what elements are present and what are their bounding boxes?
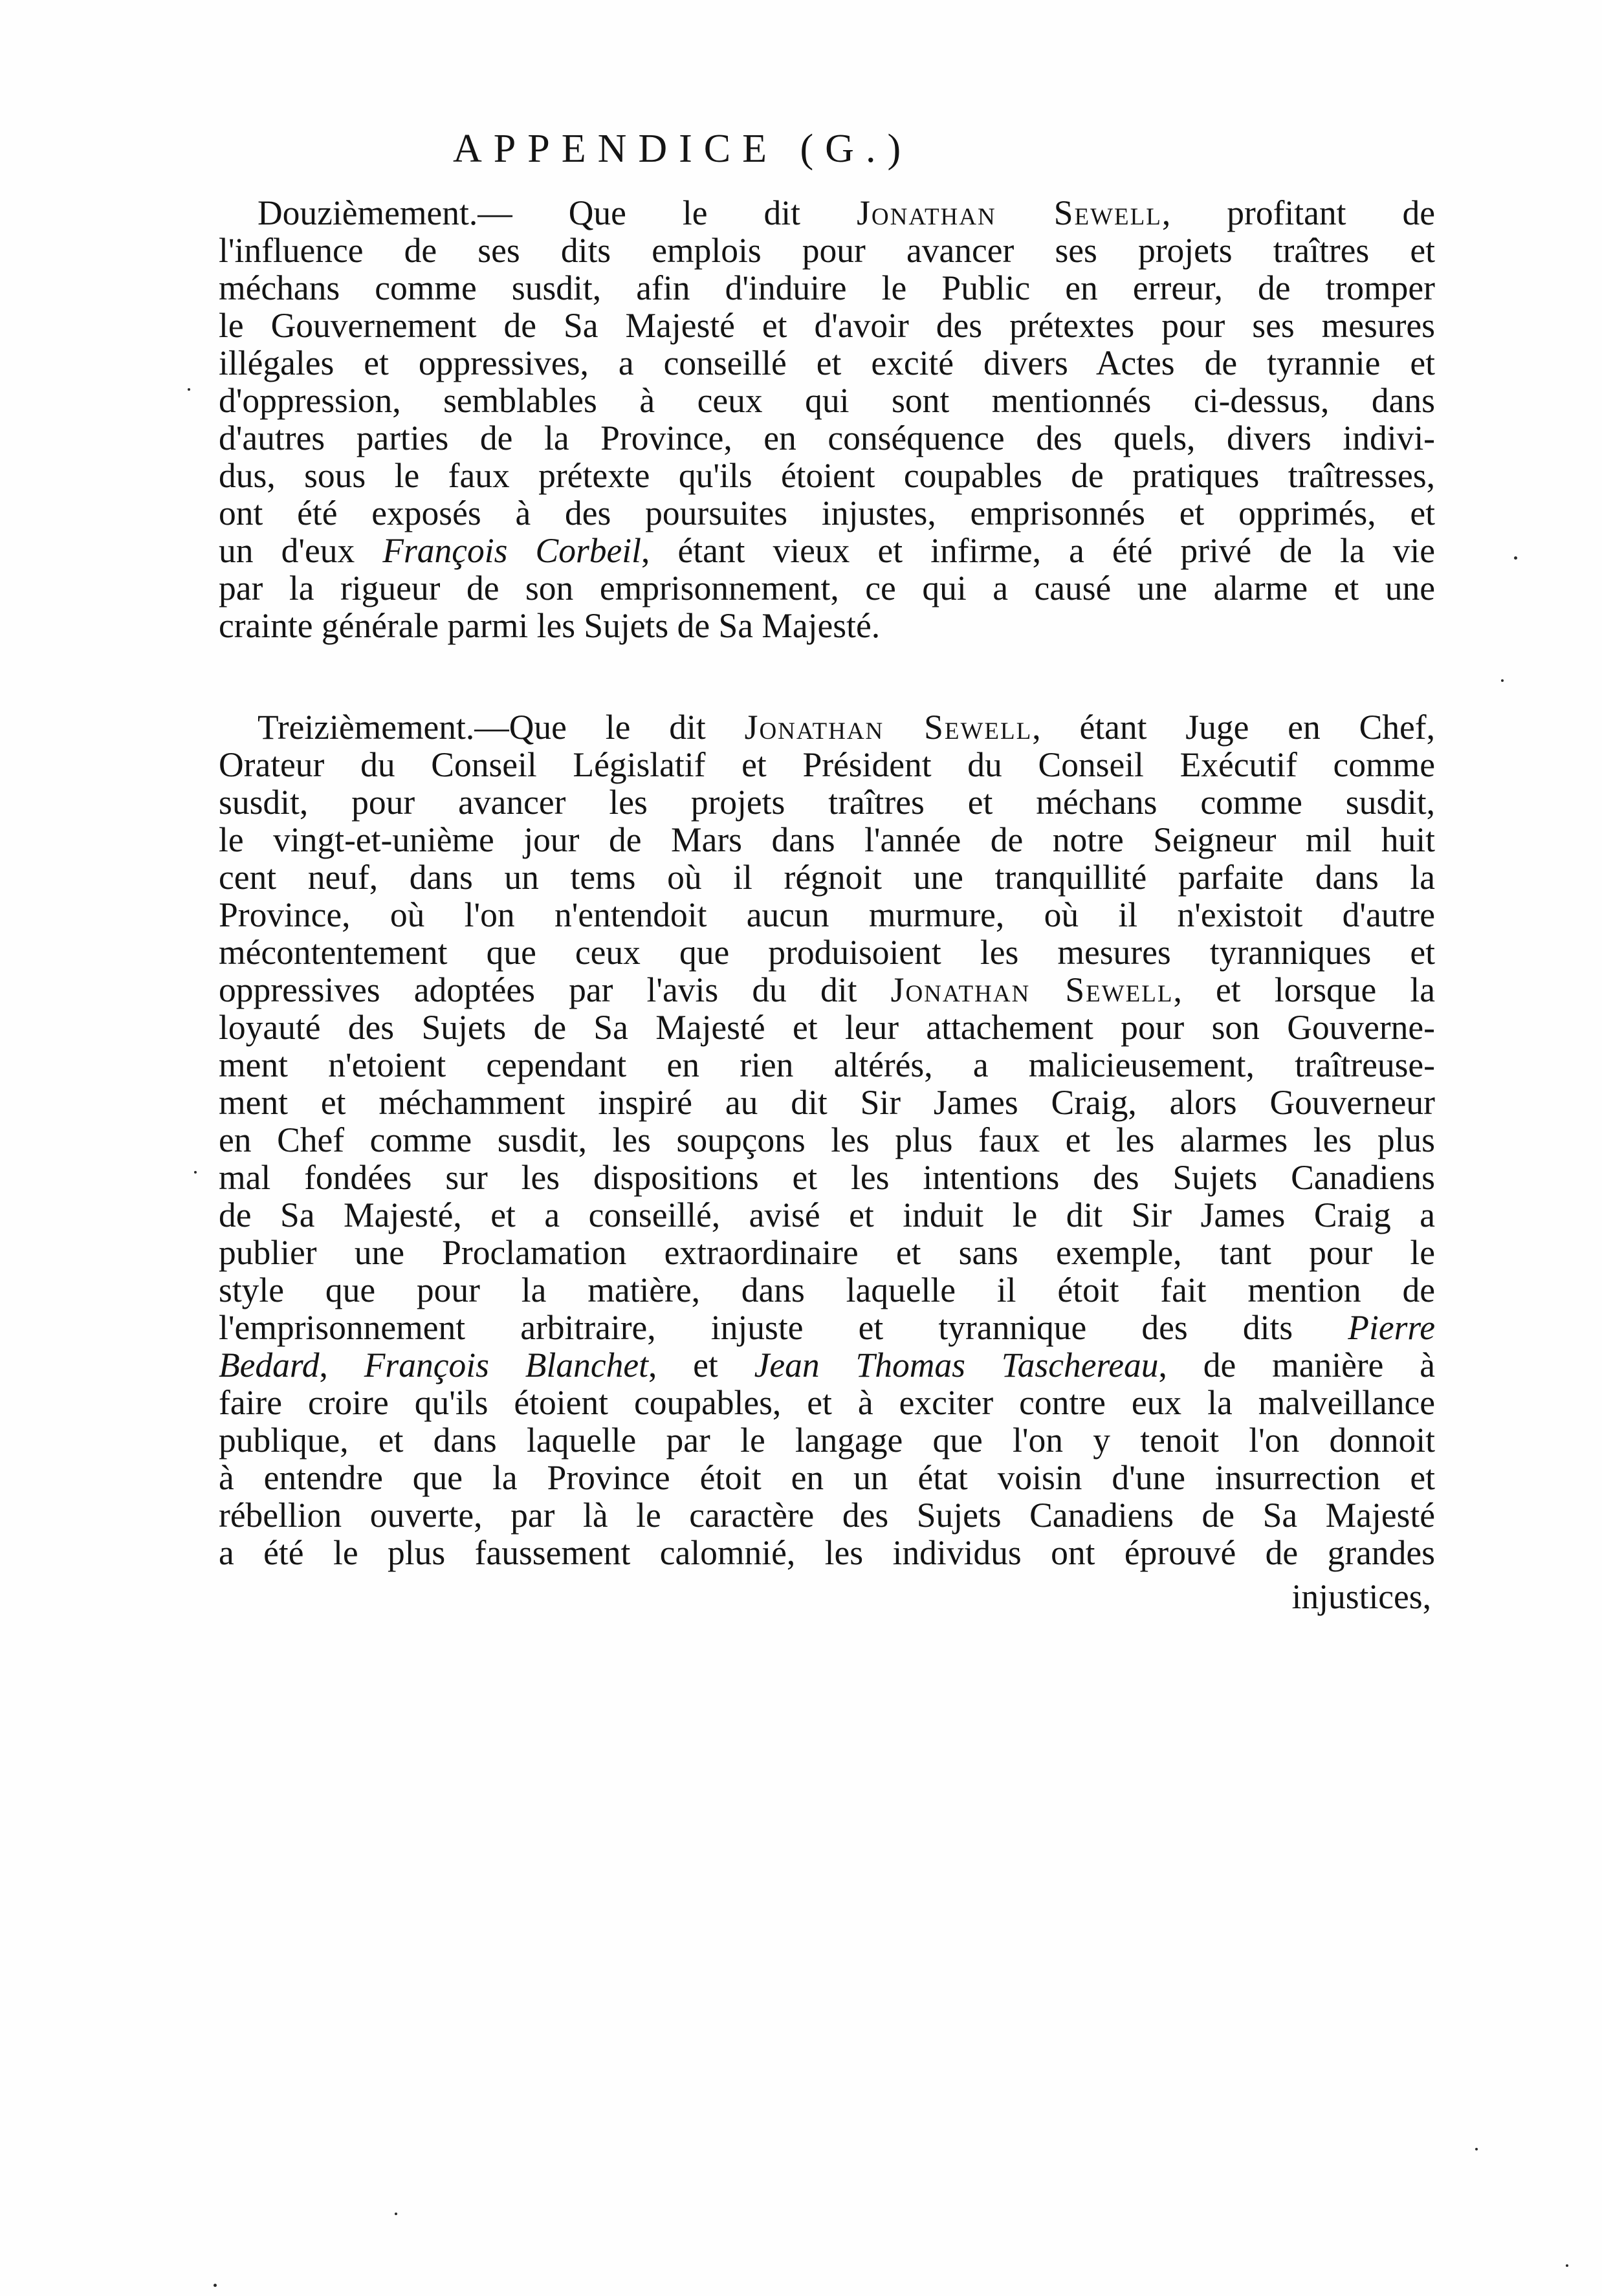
italic-name: François Corbeil	[382, 531, 642, 570]
text-line	[219, 971, 1435, 1009]
text-line	[219, 1459, 1435, 1496]
italic-name: Jean Thomas Taschereau	[754, 1346, 1159, 1384]
text-line	[219, 194, 1435, 232]
text-run: crainte générale parmi les Sujets de Sa Majesté.	[219, 606, 881, 645]
text-run: Orateur du Conseil Législatif et Président du Conseil Exécutif comme	[219, 745, 1435, 784]
text-line	[219, 232, 1435, 269]
text-run: par la rigueur de son emprisonnement, ce qui a causé une alarme et une	[219, 569, 1435, 607]
print-speck	[1514, 556, 1517, 560]
text-line	[219, 1384, 1435, 1421]
text-run: d'oppression, semblables à ceux qui sont mentionnés ci-dessus, dans	[219, 381, 1435, 420]
text-run: style que pour la matière, dans laquelle il étoit fait mention de	[219, 1271, 1435, 1309]
text-run: Province, où l'on n'entendoit aucun murmure, où il n'existoit d'autre	[219, 895, 1435, 934]
text-line	[219, 419, 1435, 457]
text-run: ont été exposés à des poursuites injustes, emprisonnés et opprimés, et	[219, 494, 1435, 532]
text-line	[219, 934, 1435, 971]
catchword: injustices,	[1291, 1577, 1431, 1616]
text-run: , de manière à	[1158, 1346, 1436, 1384]
person-name: Jonathan Sewell	[857, 193, 1162, 232]
print-speck	[214, 2284, 217, 2287]
text-run: Treizièmement.—Que le dit	[258, 708, 745, 747]
text-line	[219, 607, 1435, 644]
text-line	[219, 1346, 1435, 1384]
text-line	[219, 494, 1435, 532]
text-run: un d'eux	[219, 531, 383, 570]
person-name: Jonathan Sewell	[744, 708, 1033, 747]
text-line	[219, 344, 1435, 382]
text-run: publier une Proclamation extraordinaire et sans exemple, tant pour le	[219, 1233, 1435, 1272]
text-line	[219, 457, 1435, 494]
text-line	[219, 532, 1435, 569]
text-line	[219, 1534, 1435, 1571]
text-run: dus, sous le faux prétexte qu'ils étoient coupables de pratiques traîtresses,	[219, 456, 1435, 495]
italic-name: Pierre	[1348, 1308, 1435, 1347]
text-line	[219, 783, 1435, 821]
text-line	[219, 1084, 1435, 1121]
catchword-block	[219, 1578, 1435, 1615]
text-run: à entendre que la Province étoit en un état voisin d'une insurrection et	[219, 1458, 1435, 1497]
text-line	[219, 1159, 1435, 1196]
text-run: l'emprisonnement arbitraire, injuste et tyrannique des dits	[219, 1308, 1348, 1347]
text-line	[219, 1234, 1435, 1271]
text-run: cent neuf, dans un tems où il régnoit une tranquillité parfaite dans la	[219, 858, 1435, 897]
text-run: de Sa Majesté, et a conseillé, avisé et induit le dit Sir James Craig a	[219, 1196, 1435, 1234]
page-header: APPENDICE (G.)	[453, 127, 913, 171]
print-speck	[1566, 2264, 1568, 2267]
text-line	[219, 1196, 1435, 1234]
text-line	[219, 307, 1435, 344]
text-line	[219, 896, 1435, 934]
text-run: faire croire qu'ils étoient coupables, et à exciter contre eux la malveillance	[219, 1383, 1435, 1422]
text-line	[219, 1421, 1435, 1459]
print-speck	[395, 2213, 397, 2215]
text-line	[219, 1009, 1435, 1046]
text-run: oppressives adoptées par l'avis du dit	[219, 970, 891, 1009]
text-line	[219, 1309, 1435, 1346]
text-run: ,	[319, 1346, 364, 1384]
text-run: d'autres parties de la Province, en conséquence des quels, divers indivi-	[219, 419, 1435, 457]
text-run: , étant Juge en Chef,	[1032, 708, 1435, 747]
text-run: rébellion ouverte, par là le caractère des Sujets Canadiens de Sa Majesté	[219, 1496, 1435, 1535]
text-run: publique, et dans laquelle par le langage que l'on y tenoit l'on donnoit	[219, 1421, 1435, 1460]
text-run: susdit, pour avancer les projets traîtres et méchans comme susdit,	[219, 783, 1435, 822]
text-run: le vingt-et-unième jour de Mars dans l'année de notre Seigneur mil huit	[219, 820, 1435, 859]
print-speck	[194, 1171, 197, 1174]
text-run: ment n'etoient cependant en rien altérés, a malicieusement, traîtreuse-	[219, 1045, 1435, 1084]
text-line	[219, 858, 1435, 896]
text-run: en Chef comme susdit, les soupçons les plus faux et les alarmes les plus	[219, 1121, 1435, 1159]
italic-name: Bedard	[219, 1346, 320, 1384]
text-run: mal fondées sur les dispositions et les intentions des Sujets Canadiens	[219, 1158, 1435, 1197]
print-speck	[188, 388, 190, 391]
paragraph-douziemement	[219, 194, 1435, 644]
text-line	[219, 1271, 1435, 1309]
text-line	[219, 1496, 1435, 1534]
text-line	[219, 382, 1435, 419]
text-line	[219, 269, 1435, 307]
text-line	[219, 708, 1435, 746]
text-run: le Gouvernement de Sa Majesté et d'avoir des prétextes pour ses mesures	[219, 306, 1435, 345]
text-run: méchans comme susdit, afin d'induire le Public en erreur, de tromper	[219, 268, 1435, 307]
text-run: , étant vieux et infirme, a été privé de la vie	[641, 531, 1435, 570]
text-line	[219, 1121, 1435, 1159]
text-run: l'influence de ses dits emplois pour avancer ses projets traîtres et	[219, 231, 1435, 270]
text-line	[219, 569, 1435, 607]
text-run: ment et méchamment inspiré au dit Sir James Craig, alors Gouverneur	[219, 1083, 1435, 1122]
person-name: Jonathan Sewell	[890, 970, 1174, 1009]
print-speck	[1475, 2148, 1478, 2150]
text-run: loyauté des Sujets de Sa Majesté et leur attachement pour son Gouverne-	[219, 1008, 1435, 1047]
text-run: Douzièmement.— Que le dit	[258, 193, 857, 232]
italic-name: François Blanchet	[364, 1346, 648, 1384]
text-line	[219, 821, 1435, 858]
text-run: , profitant de	[1161, 193, 1436, 232]
text-line	[219, 746, 1435, 783]
text-run: a été le plus faussement calomnié, les individus ont éprouvé de grandes	[219, 1533, 1435, 1572]
text-run: , et lorsque la	[1173, 970, 1436, 1009]
text-run: , et	[648, 1346, 754, 1384]
text-run: mécontentement que ceux que produisoient les mesures tyranniques et	[219, 933, 1435, 972]
print-speck	[1501, 679, 1504, 682]
paragraph-treiziemement	[219, 708, 1435, 1571]
text-run: illégales et oppressives, a conseillé et excité divers Actes de tyrannie et	[219, 344, 1435, 382]
text-line	[219, 1046, 1435, 1084]
